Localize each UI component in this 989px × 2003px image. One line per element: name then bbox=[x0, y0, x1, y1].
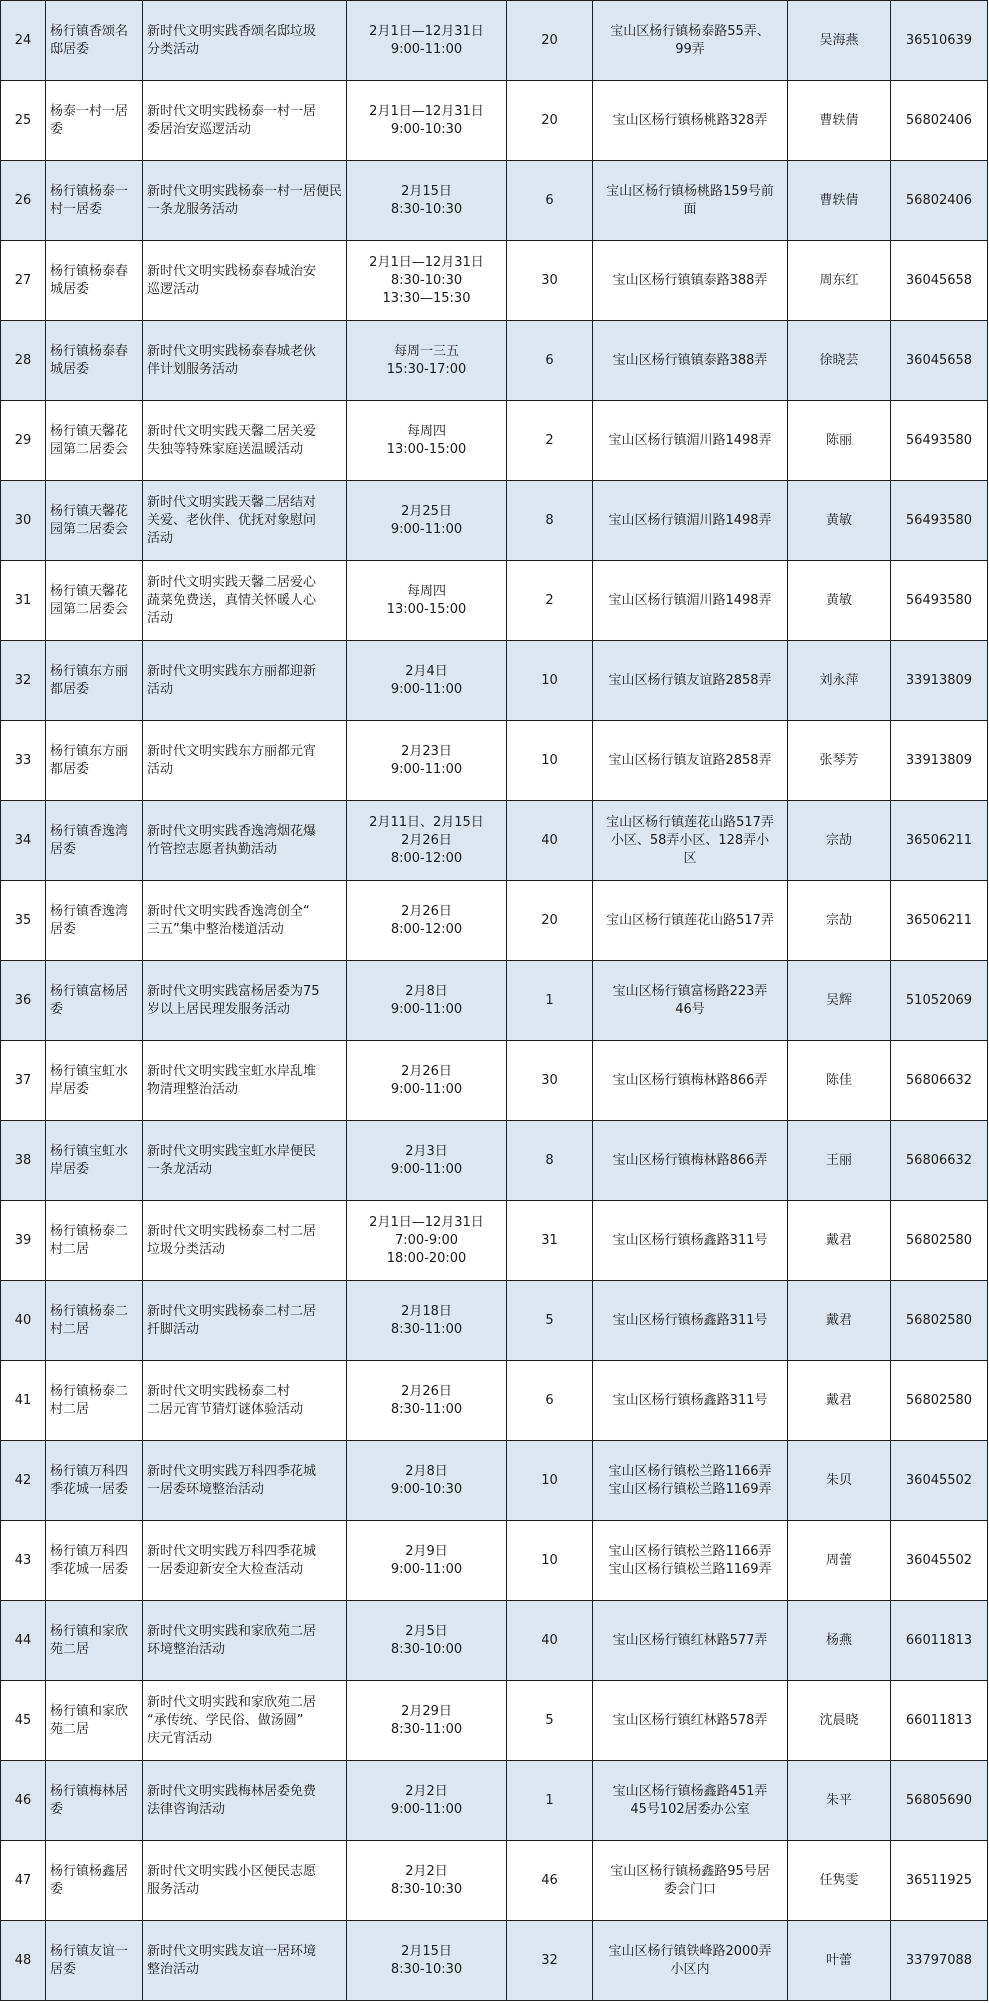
participant-count-cell: 6 bbox=[507, 321, 593, 401]
phone-cell: 36511925 bbox=[891, 1841, 988, 1921]
activity-cell: 新时代文明实践小区便民志愿 服务活动 bbox=[143, 1841, 347, 1921]
activity-cell: 新时代文明实践杨泰一村一居便民 一条龙服务活动 bbox=[143, 161, 347, 241]
contact-person-cell: 黄敏 bbox=[788, 481, 891, 561]
row-number: 30 bbox=[1, 481, 46, 561]
participant-count-cell: 6 bbox=[507, 1361, 593, 1441]
organization-cell: 杨行镇和家欣 苑二居 bbox=[46, 1601, 143, 1681]
row-number: 38 bbox=[1, 1121, 46, 1201]
table-row bbox=[1, 1841, 988, 1921]
activity-cell: 新时代文明实践杨泰一村一居 委居治安巡逻活动 bbox=[143, 81, 347, 161]
contact-person-cell: 朱平 bbox=[788, 1761, 891, 1841]
address-cell: 宝山区杨行镇友谊路2858弄 bbox=[593, 641, 788, 721]
participant-count-cell: 5 bbox=[507, 1281, 593, 1361]
table-row bbox=[1, 881, 988, 961]
time-cell: 每周四 13:00-15:00 bbox=[347, 401, 507, 481]
activity-cell: 新时代文明实践东方丽都元宵 活动 bbox=[143, 721, 347, 801]
time-cell: 2月15日 8:30-10:30 bbox=[347, 161, 507, 241]
table-row bbox=[1, 1281, 988, 1361]
time-cell: 2月15日 8:30-10:30 bbox=[347, 1921, 507, 2001]
time-cell: 2月11日、2月15日 2月26日 8:00-12:00 bbox=[347, 801, 507, 881]
phone-cell: 66011813 bbox=[891, 1601, 988, 1681]
activity-cell: 新时代文明实践万科四季花城 一居委迎新安全大检查活动 bbox=[143, 1521, 347, 1601]
participant-count-cell: 2 bbox=[507, 401, 593, 481]
organization-cell: 杨行镇宝虹水 岸居委 bbox=[46, 1041, 143, 1121]
table-row bbox=[1, 961, 988, 1041]
contact-person-cell: 张琴芳 bbox=[788, 721, 891, 801]
organization-cell: 杨行镇香颂名 邸居委 bbox=[46, 1, 143, 81]
contact-person-cell: 王丽 bbox=[788, 1121, 891, 1201]
phone-cell: 56493580 bbox=[891, 481, 988, 561]
address-cell: 宝山区杨行镇湄川路1498弄 bbox=[593, 481, 788, 561]
phone-cell: 36045502 bbox=[891, 1441, 988, 1521]
time-cell: 2月26日 8:00-12:00 bbox=[347, 881, 507, 961]
table-row bbox=[1, 1, 988, 81]
phone-cell: 56802406 bbox=[891, 161, 988, 241]
table-row bbox=[1, 641, 988, 721]
time-cell: 2月1日—12月31日 9:00-11:00 bbox=[347, 1, 507, 81]
organization-cell: 杨行镇杨泰春 城居委 bbox=[46, 321, 143, 401]
row-number: 35 bbox=[1, 881, 46, 961]
table-row bbox=[1, 1201, 988, 1281]
organization-cell: 杨行镇杨鑫居 委 bbox=[46, 1841, 143, 1921]
contact-person-cell: 吴海燕 bbox=[788, 1, 891, 81]
phone-cell: 56806632 bbox=[891, 1121, 988, 1201]
contact-person-cell: 任隽雯 bbox=[788, 1841, 891, 1921]
participant-count-cell: 40 bbox=[507, 1601, 593, 1681]
activity-cell: 新时代文明实践万科四季花城 一居委环境整治活动 bbox=[143, 1441, 347, 1521]
row-number: 25 bbox=[1, 81, 46, 161]
activity-cell: 新时代文明实践富杨居委为75 岁以上居民理发服务活动 bbox=[143, 961, 347, 1041]
contact-person-cell: 戴君 bbox=[788, 1201, 891, 1281]
table-row bbox=[1, 1121, 988, 1201]
organization-cell: 杨行镇香逸湾 居委 bbox=[46, 801, 143, 881]
row-number: 27 bbox=[1, 241, 46, 321]
row-number: 41 bbox=[1, 1361, 46, 1441]
contact-person-cell: 宗劼 bbox=[788, 881, 891, 961]
time-cell: 每周四 13:00-15:00 bbox=[347, 561, 507, 641]
time-cell: 2月23日 9:00-11:00 bbox=[347, 721, 507, 801]
row-number: 37 bbox=[1, 1041, 46, 1121]
participant-count-cell: 8 bbox=[507, 1121, 593, 1201]
phone-cell: 56802406 bbox=[891, 81, 988, 161]
table-row bbox=[1, 801, 988, 881]
row-number: 26 bbox=[1, 161, 46, 241]
contact-person-cell: 周东红 bbox=[788, 241, 891, 321]
contact-person-cell: 黄敏 bbox=[788, 561, 891, 641]
row-number: 34 bbox=[1, 801, 46, 881]
address-cell: 宝山区杨行镇梅林路866弄 bbox=[593, 1121, 788, 1201]
contact-person-cell: 周蕾 bbox=[788, 1521, 891, 1601]
address-cell: 宝山区杨行镇富杨路223弄 46号 bbox=[593, 961, 788, 1041]
time-cell: 2月4日 9:00-11:00 bbox=[347, 641, 507, 721]
table-row bbox=[1, 401, 988, 481]
organization-cell: 杨行镇天馨花 园第二居委会 bbox=[46, 481, 143, 561]
address-cell: 宝山区杨行镇镇泰路388弄 bbox=[593, 241, 788, 321]
participant-count-cell: 46 bbox=[507, 1841, 593, 1921]
table-row bbox=[1, 1521, 988, 1601]
phone-cell: 56805690 bbox=[891, 1761, 988, 1841]
address-cell: 宝山区杨行镇湄川路1498弄 bbox=[593, 561, 788, 641]
table-row bbox=[1, 1921, 988, 2001]
contact-person-cell: 曹轶倩 bbox=[788, 81, 891, 161]
phone-cell: 36506211 bbox=[891, 881, 988, 961]
time-cell: 每周一三五 15:30-17:00 bbox=[347, 321, 507, 401]
address-cell: 宝山区杨行镇杨鑫路311号 bbox=[593, 1281, 788, 1361]
organization-cell: 杨行镇杨泰一 村一居委 bbox=[46, 161, 143, 241]
address-cell: 宝山区杨行镇松兰路1166弄 宝山区杨行镇松兰路1169弄 bbox=[593, 1521, 788, 1601]
address-cell: 宝山区杨行镇友谊路2858弄 bbox=[593, 721, 788, 801]
participant-count-cell: 30 bbox=[507, 1041, 593, 1121]
table-row bbox=[1, 481, 988, 561]
time-cell: 2月5日 8:30-10:00 bbox=[347, 1601, 507, 1681]
phone-cell: 56806632 bbox=[891, 1041, 988, 1121]
activity-cell: 新时代文明实践天馨二居爱心 蔬菜免费送，真情关怀暖人心 活动 bbox=[143, 561, 347, 641]
contact-person-cell: 叶蕾 bbox=[788, 1921, 891, 2001]
organization-cell: 杨行镇香逸湾 居委 bbox=[46, 881, 143, 961]
organization-cell: 杨行镇梅林居 委 bbox=[46, 1761, 143, 1841]
organization-cell: 杨行镇东方丽 都居委 bbox=[46, 641, 143, 721]
row-number: 24 bbox=[1, 1, 46, 81]
phone-cell: 36506211 bbox=[891, 801, 988, 881]
organization-cell: 杨行镇杨泰二 村二居 bbox=[46, 1361, 143, 1441]
phone-cell: 51052069 bbox=[891, 961, 988, 1041]
contact-person-cell: 戴君 bbox=[788, 1361, 891, 1441]
time-cell: 2月8日 9:00-11:00 bbox=[347, 961, 507, 1041]
time-cell: 2月26日 8:30-11:00 bbox=[347, 1361, 507, 1441]
participant-count-cell: 10 bbox=[507, 721, 593, 801]
time-cell: 2月26日 9:00-11:00 bbox=[347, 1041, 507, 1121]
phone-cell: 33913809 bbox=[891, 721, 988, 801]
address-cell: 宝山区杨行镇莲花山路517弄 小区、58弄小区、128弄小 区 bbox=[593, 801, 788, 881]
contact-person-cell: 曹轶倩 bbox=[788, 161, 891, 241]
participant-count-cell: 1 bbox=[507, 961, 593, 1041]
address-cell: 宝山区杨行镇杨鑫路451弄 45号102居委办公室 bbox=[593, 1761, 788, 1841]
address-cell: 宝山区杨行镇杨鑫路95号居 委会门口 bbox=[593, 1841, 788, 1921]
time-cell: 2月1日—12月31日 7:00-9:00 18:00-20:00 bbox=[347, 1201, 507, 1281]
table-row bbox=[1, 1601, 988, 1681]
organization-cell: 杨行镇富杨居 委 bbox=[46, 961, 143, 1041]
contact-person-cell: 陈佳 bbox=[788, 1041, 891, 1121]
row-number: 46 bbox=[1, 1761, 46, 1841]
participant-count-cell: 31 bbox=[507, 1201, 593, 1281]
phone-cell: 36045502 bbox=[891, 1521, 988, 1601]
contact-person-cell: 沈晨晓 bbox=[788, 1681, 891, 1761]
contact-person-cell: 刘永萍 bbox=[788, 641, 891, 721]
table-row bbox=[1, 1041, 988, 1121]
participant-count-cell: 5 bbox=[507, 1681, 593, 1761]
contact-person-cell: 徐晓芸 bbox=[788, 321, 891, 401]
organization-cell: 杨行镇天馨花 园第二居委会 bbox=[46, 401, 143, 481]
phone-cell: 36045658 bbox=[891, 241, 988, 321]
phone-cell: 36510639 bbox=[891, 1, 988, 81]
contact-person-cell: 朱贝 bbox=[788, 1441, 891, 1521]
table-row bbox=[1, 161, 988, 241]
activity-cell: 新时代文明实践杨泰春城老伙 伴计划服务活动 bbox=[143, 321, 347, 401]
address-cell: 宝山区杨行镇杨鑫路311号 bbox=[593, 1201, 788, 1281]
activity-cell: 新时代文明实践友谊一居环境 整治活动 bbox=[143, 1921, 347, 2001]
table-body bbox=[1, 1, 988, 2001]
activity-cell: 新时代文明实践天馨二居关爱 失独等特殊家庭送温暖活动 bbox=[143, 401, 347, 481]
activity-cell: 新时代文明实践宝虹水岸乱堆 物清理整治活动 bbox=[143, 1041, 347, 1121]
address-cell: 宝山区杨行镇杨桃路328弄 bbox=[593, 81, 788, 161]
participant-count-cell: 32 bbox=[507, 1921, 593, 2001]
time-cell: 2月18日 8:30-11:00 bbox=[347, 1281, 507, 1361]
table-row bbox=[1, 1441, 988, 1521]
row-number: 29 bbox=[1, 401, 46, 481]
row-number: 32 bbox=[1, 641, 46, 721]
address-cell: 宝山区杨行镇松兰路1166弄 宝山区杨行镇松兰路1169弄 bbox=[593, 1441, 788, 1521]
row-number: 39 bbox=[1, 1201, 46, 1281]
time-cell: 2月1日—12月31日 9:00-10:30 bbox=[347, 81, 507, 161]
time-cell: 2月3日 9:00-11:00 bbox=[347, 1121, 507, 1201]
activity-cell: 新时代文明实践香逸湾创全“ 三五”集中整治楼道活动 bbox=[143, 881, 347, 961]
table-row bbox=[1, 321, 988, 401]
phone-cell: 56802580 bbox=[891, 1281, 988, 1361]
address-cell: 宝山区杨行镇莲花山路517弄 bbox=[593, 881, 788, 961]
time-cell: 2月8日 9:00-10:30 bbox=[347, 1441, 507, 1521]
address-cell: 宝山区杨行镇杨桃路159号前 面 bbox=[593, 161, 788, 241]
organization-cell: 杨行镇万科四 季花城一居委 bbox=[46, 1521, 143, 1601]
time-cell: 2月29日 8:30-11:00 bbox=[347, 1681, 507, 1761]
row-number: 48 bbox=[1, 1921, 46, 2001]
table-row bbox=[1, 1361, 988, 1441]
table-row bbox=[1, 1761, 988, 1841]
participant-count-cell: 20 bbox=[507, 81, 593, 161]
address-cell: 宝山区杨行镇红林路578弄 bbox=[593, 1681, 788, 1761]
activity-cell: 新时代文明实践香颂名邸垃圾 分类活动 bbox=[143, 1, 347, 81]
row-number: 42 bbox=[1, 1441, 46, 1521]
row-number: 45 bbox=[1, 1681, 46, 1761]
row-number: 36 bbox=[1, 961, 46, 1041]
activity-cell: 新时代文明实践东方丽都迎新 活动 bbox=[143, 641, 347, 721]
activity-cell: 新时代文明实践杨泰二村二居 垃圾分类活动 bbox=[143, 1201, 347, 1281]
participant-count-cell: 6 bbox=[507, 161, 593, 241]
organization-cell: 杨行镇杨泰春 城居委 bbox=[46, 241, 143, 321]
participant-count-cell: 20 bbox=[507, 881, 593, 961]
activity-cell: 新时代文明实践和家欣苑二居 环境整治活动 bbox=[143, 1601, 347, 1681]
address-cell: 宝山区杨行镇梅林路866弄 bbox=[593, 1041, 788, 1121]
row-number: 47 bbox=[1, 1841, 46, 1921]
time-cell: 2月2日 8:30-10:30 bbox=[347, 1841, 507, 1921]
table-row bbox=[1, 81, 988, 161]
organization-cell: 杨行镇宝虹水 岸居委 bbox=[46, 1121, 143, 1201]
participant-count-cell: 2 bbox=[507, 561, 593, 641]
organization-cell: 杨行镇东方丽 都居委 bbox=[46, 721, 143, 801]
organization-cell: 杨泰一村一居 委 bbox=[46, 81, 143, 161]
phone-cell: 36045658 bbox=[891, 321, 988, 401]
activity-cell: 新时代文明实践杨泰春城治安 巡逻活动 bbox=[143, 241, 347, 321]
participant-count-cell: 30 bbox=[507, 241, 593, 321]
activity-cell: 新时代文明实践梅林居委免费 法律咨询活动 bbox=[143, 1761, 347, 1841]
contact-person-cell: 宗劼 bbox=[788, 801, 891, 881]
phone-cell: 33913809 bbox=[891, 641, 988, 721]
contact-person-cell: 吴辉 bbox=[788, 961, 891, 1041]
organization-cell: 杨行镇杨泰二 村二居 bbox=[46, 1201, 143, 1281]
time-cell: 2月25日 9:00-11:00 bbox=[347, 481, 507, 561]
organization-cell: 杨行镇和家欣 苑二居 bbox=[46, 1681, 143, 1761]
participant-count-cell: 20 bbox=[507, 1, 593, 81]
address-cell: 宝山区杨行镇杨泰路55弄、 99弄 bbox=[593, 1, 788, 81]
activity-cell: 新时代文明实践杨泰二村 二居元宵节猜灯谜体验活动 bbox=[143, 1361, 347, 1441]
time-cell: 2月2日 9:00-11:00 bbox=[347, 1761, 507, 1841]
participant-count-cell: 1 bbox=[507, 1761, 593, 1841]
address-cell: 宝山区杨行镇红林路577弄 bbox=[593, 1601, 788, 1681]
participant-count-cell: 8 bbox=[507, 481, 593, 561]
table-row bbox=[1, 561, 988, 641]
organization-cell: 杨行镇友谊一 居委 bbox=[46, 1921, 143, 2001]
organization-cell: 杨行镇万科四 季花城一居委 bbox=[46, 1441, 143, 1521]
phone-cell: 56493580 bbox=[891, 401, 988, 481]
table-row bbox=[1, 241, 988, 321]
organization-cell: 杨行镇天馨花 园第二居委会 bbox=[46, 561, 143, 641]
activity-cell: 新时代文明实践香逸湾烟花爆 竹管控志愿者执勤活动 bbox=[143, 801, 347, 881]
time-cell: 2月1日—12月31日 8:30-10:30 13:30—15:30 bbox=[347, 241, 507, 321]
contact-person-cell: 陈丽 bbox=[788, 401, 891, 481]
participant-count-cell: 10 bbox=[507, 1441, 593, 1521]
participant-count-cell: 10 bbox=[507, 641, 593, 721]
row-number: 33 bbox=[1, 721, 46, 801]
activity-cell: 新时代文明实践杨泰二村二居 扦脚活动 bbox=[143, 1281, 347, 1361]
participant-count-cell: 10 bbox=[507, 1521, 593, 1601]
organization-cell: 杨行镇杨泰二 村二居 bbox=[46, 1281, 143, 1361]
activity-cell: 新时代文明实践天馨二居结对 关爱、老伙伴、优抚对象慰问 活动 bbox=[143, 481, 347, 561]
contact-person-cell: 戴君 bbox=[788, 1281, 891, 1361]
row-number: 40 bbox=[1, 1281, 46, 1361]
address-cell: 宝山区杨行镇湄川路1498弄 bbox=[593, 401, 788, 481]
activity-cell: 新时代文明实践和家欣苑二居 “承传统、学民俗、做汤圆” 庆元宵活动 bbox=[143, 1681, 347, 1761]
row-number: 44 bbox=[1, 1601, 46, 1681]
participant-count-cell: 40 bbox=[507, 801, 593, 881]
phone-cell: 56493580 bbox=[891, 561, 988, 641]
address-cell: 宝山区杨行镇镇泰路388弄 bbox=[593, 321, 788, 401]
phone-cell: 33797088 bbox=[891, 1921, 988, 2001]
phone-cell: 56802580 bbox=[891, 1201, 988, 1281]
table-row bbox=[1, 1681, 988, 1761]
activity-cell: 新时代文明实践宝虹水岸便民 一条龙活动 bbox=[143, 1121, 347, 1201]
contact-person-cell: 杨燕 bbox=[788, 1601, 891, 1681]
table-row bbox=[1, 721, 988, 801]
address-cell: 宝山区杨行镇杨鑫路311号 bbox=[593, 1361, 788, 1441]
address-cell: 宝山区杨行镇铁峰路2000弄 小区内 bbox=[593, 1921, 788, 2001]
row-number: 31 bbox=[1, 561, 46, 641]
row-number: 43 bbox=[1, 1521, 46, 1601]
phone-cell: 56802580 bbox=[891, 1361, 988, 1441]
phone-cell: 66011813 bbox=[891, 1681, 988, 1761]
time-cell: 2月9日 9:00-11:00 bbox=[347, 1521, 507, 1601]
row-number: 28 bbox=[1, 321, 46, 401]
